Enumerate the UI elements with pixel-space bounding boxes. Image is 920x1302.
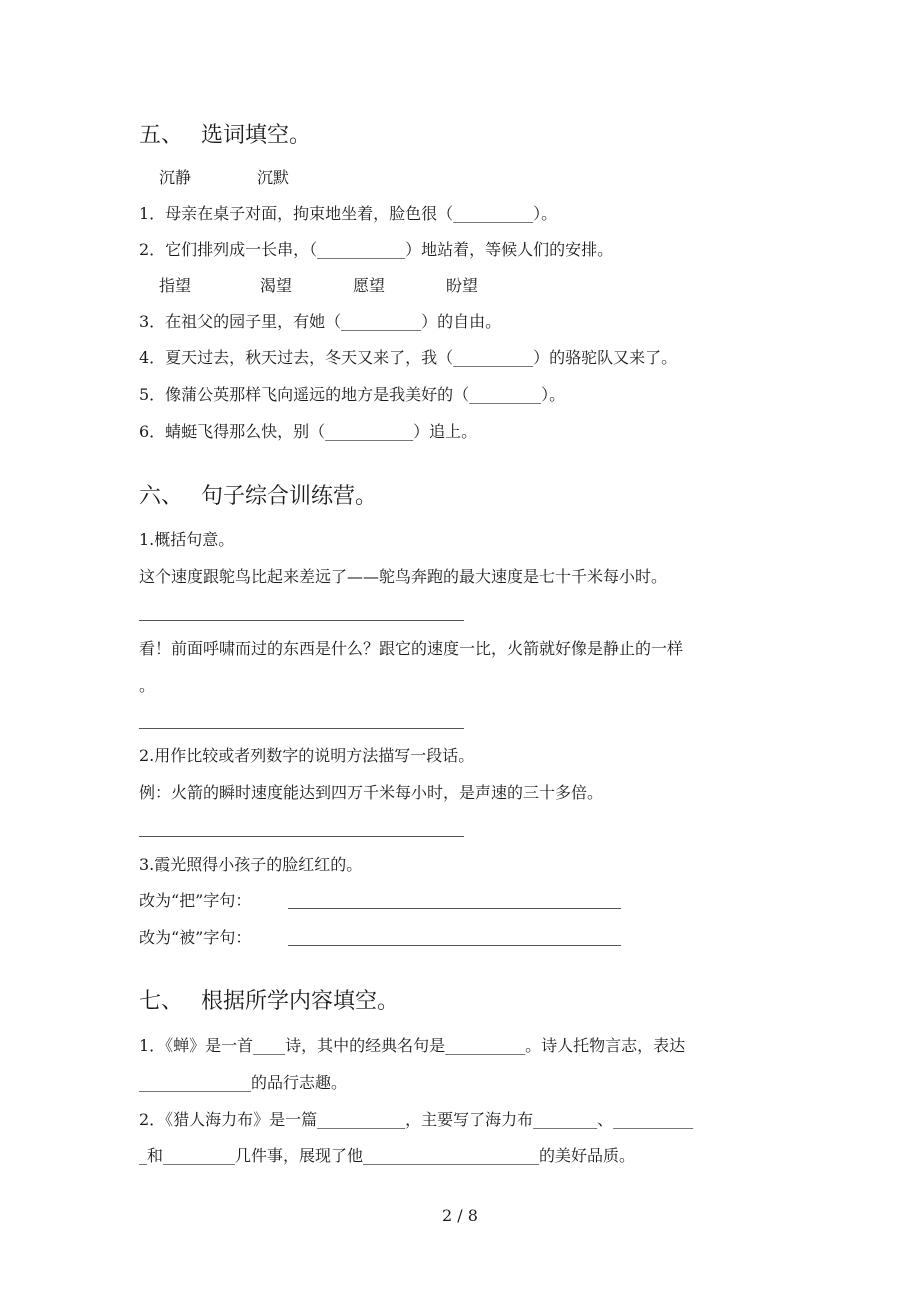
- question-text: 1．母亲在桌子对面，拘束地坐着，脸色很（__________）。: [139, 204, 558, 223]
- question-text: _和_________几件事，展现了他______________________的美好品质。: [139, 1146, 636, 1165]
- question-text: 5．像蒲公英那样飞向遥远的地方是我美好的（_________）。: [139, 385, 566, 404]
- section-number: 七、: [139, 989, 184, 1014]
- answer-line[interactable]: [139, 620, 464, 621]
- section-5-heading: [139, 122, 311, 150]
- word-bank-1: [159, 168, 289, 188]
- question-title: 2.用作比较或者列数字的说明方法描写一段话。: [139, 746, 475, 765]
- word-option: 沉静: [159, 168, 192, 187]
- word-option: 渴望: [260, 276, 293, 295]
- section-7-heading: [139, 988, 399, 1016]
- ba-sentence-prompt: 改为“把”字句：: [139, 891, 252, 910]
- word-option: 愿望: [353, 276, 386, 295]
- answer-line[interactable]: [288, 945, 621, 946]
- question-text: 4．夏天过去，秋天过去，冬天又来了，我（__________）的骆驼队又来了。: [139, 348, 678, 367]
- sentence-text: 这个速度跟鸵鸟比起来差远了——鸵鸟奔跑的最大速度是七十千米每小时。: [139, 567, 668, 586]
- question-text: 2．它们排列成一长串，（___________）地站着，等候人们的安排。: [139, 240, 614, 259]
- bei-sentence-prompt: 改为“被”字句：: [139, 928, 252, 947]
- question-title: 3.霞光照得小孩子的脸红红的。: [139, 855, 363, 874]
- section-title: 选词填空。: [201, 123, 312, 148]
- page-number: 2 / 8: [442, 1206, 478, 1225]
- section-number: 五、: [139, 123, 184, 148]
- question-text: 6．蜻蜓飞得那么快，别（___________）追上。: [139, 422, 478, 441]
- question-text: 2．《猎人海力布》是一篇___________，主要写了海力布________、__________: [139, 1110, 694, 1129]
- section-title: 句子综合训练营。: [201, 484, 378, 509]
- word-bank-2: [159, 276, 478, 296]
- word-option: 沉默: [257, 168, 290, 187]
- section-title: 根据所学内容填空。: [201, 989, 400, 1014]
- question-text: 1．《蝉》是一首____诗，其中的经典名句是__________。诗人托物言志，表达: [139, 1036, 686, 1055]
- answer-line[interactable]: [139, 836, 464, 837]
- example-text: 例：火箭的瞬时速度能达到四万千米每小时，是声速的三十多倍。: [139, 783, 604, 802]
- section-6-heading: [139, 483, 377, 511]
- question-title: 1.概括句意。: [139, 530, 235, 549]
- answer-line[interactable]: [139, 728, 464, 729]
- sentence-text: 。: [139, 676, 156, 695]
- question-text: ______________的品行志趣。: [139, 1073, 348, 1092]
- answer-line[interactable]: [288, 908, 621, 909]
- word-option: 盼望: [446, 276, 479, 295]
- sentence-text: 看！前面呼啸而过的东西是什么？跟它的速度一比，火箭就好像是静止的一样: [139, 639, 684, 658]
- word-option: 指望: [159, 276, 192, 295]
- question-text: 3．在祖父的园子里，有她（__________）的自由。: [139, 312, 502, 331]
- section-number: 六、: [139, 484, 184, 509]
